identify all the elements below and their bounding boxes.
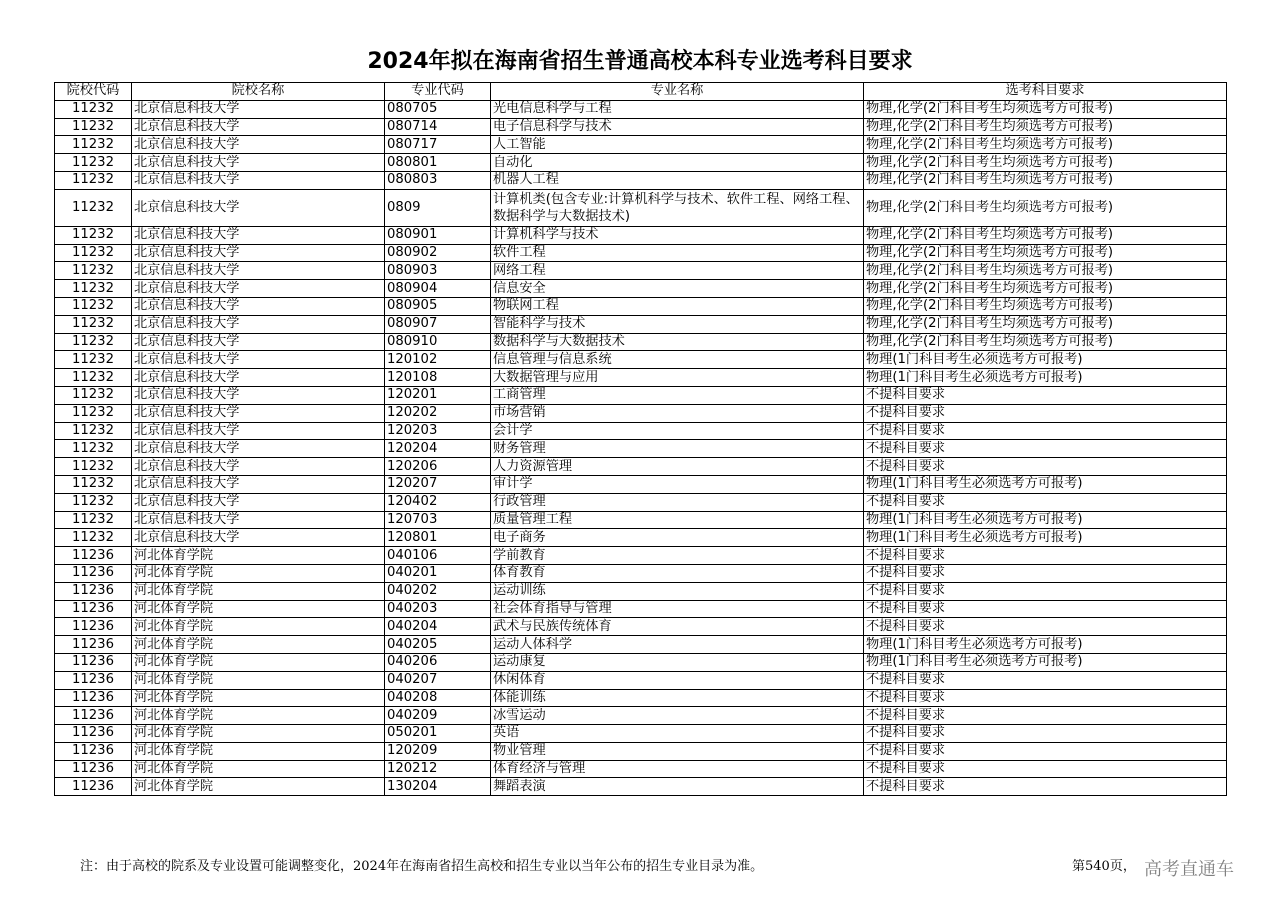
school-name-cell: 北京信息科技大学 — [132, 511, 385, 529]
major-name-cell: 自动化 — [491, 154, 864, 172]
school-code-cell: 11232 — [55, 171, 132, 189]
major-code-cell: 130204 — [385, 778, 491, 796]
major-code-cell: 120801 — [385, 529, 491, 547]
major-name-cell: 英语 — [491, 725, 864, 743]
subject-requirement-cell: 物理,化学(2门科目考生均须选考方可报考) — [864, 297, 1227, 315]
major-name-cell: 工商管理 — [491, 386, 864, 404]
school-name-cell: 河北体育学院 — [132, 671, 385, 689]
subject-requirement-cell: 不提科目要求 — [864, 422, 1227, 440]
school-code-cell: 11232 — [55, 226, 132, 244]
table-row — [55, 262, 1227, 280]
school-code-cell: 11236 — [55, 600, 132, 618]
subject-requirement-cell: 物理,化学(2门科目考生均须选考方可报考) — [864, 244, 1227, 262]
school-code-cell: 11236 — [55, 653, 132, 671]
subject-requirement-cell: 不提科目要求 — [864, 742, 1227, 760]
table-row — [55, 440, 1227, 458]
subject-requirement-cell: 不提科目要求 — [864, 689, 1227, 707]
major-name-cell: 学前教育 — [491, 547, 864, 565]
major-name-cell: 计算机科学与技术 — [491, 226, 864, 244]
major-name-cell: 审计学 — [491, 475, 864, 493]
major-code-cell: 080803 — [385, 171, 491, 189]
subject-requirement-cell: 不提科目要求 — [864, 547, 1227, 565]
major-code-cell: 080907 — [385, 315, 491, 333]
table-row — [55, 636, 1227, 654]
school-code-cell: 11236 — [55, 760, 132, 778]
requirements-table — [54, 82, 1227, 796]
school-name-cell: 北京信息科技大学 — [132, 280, 385, 298]
subject-requirement-cell: 物理,化学(2门科目考生均须选考方可报考) — [864, 226, 1227, 244]
school-code-cell: 11236 — [55, 707, 132, 725]
subject-requirement-cell: 不提科目要求 — [864, 778, 1227, 796]
subject-requirement-cell: 不提科目要求 — [864, 582, 1227, 600]
major-name-cell: 运动训练 — [491, 582, 864, 600]
major-code-cell: 080717 — [385, 136, 491, 154]
school-code-cell: 11232 — [55, 189, 132, 226]
subject-requirement-cell: 物理(1门科目考生必须选考方可报考) — [864, 351, 1227, 369]
school-code-cell: 11232 — [55, 422, 132, 440]
school-code-cell: 11232 — [55, 154, 132, 172]
subject-requirement-cell: 不提科目要求 — [864, 600, 1227, 618]
major-name-cell: 人工智能 — [491, 136, 864, 154]
major-code-cell: 080910 — [385, 333, 491, 351]
school-code-cell: 11236 — [55, 689, 132, 707]
school-code-cell: 11232 — [55, 475, 132, 493]
major-code-cell: 120204 — [385, 440, 491, 458]
major-name-cell: 休闲体育 — [491, 671, 864, 689]
major-code-cell: 080902 — [385, 244, 491, 262]
subject-requirement-cell: 物理,化学(2门科目考生均须选考方可报考) — [864, 154, 1227, 172]
major-code-cell: 080801 — [385, 154, 491, 172]
school-name-cell: 河北体育学院 — [132, 725, 385, 743]
table-row — [55, 742, 1227, 760]
school-name-cell: 河北体育学院 — [132, 778, 385, 796]
subject-requirement-cell: 物理,化学(2门科目考生均须选考方可报考) — [864, 171, 1227, 189]
major-code-cell: 120201 — [385, 386, 491, 404]
subject-requirement-cell: 物理(1门科目考生必须选考方可报考) — [864, 369, 1227, 387]
major-code-cell: 040208 — [385, 689, 491, 707]
page-number: 第540页， — [1072, 859, 1136, 874]
school-name-cell: 北京信息科技大学 — [132, 493, 385, 511]
subject-requirement-cell: 物理(1门科目考生必须选考方可报考) — [864, 636, 1227, 654]
table-row — [55, 600, 1227, 618]
subject-requirement-cell: 物理,化学(2门科目考生均须选考方可报考) — [864, 315, 1227, 333]
table-row — [55, 689, 1227, 707]
major-code-cell: 120212 — [385, 760, 491, 778]
column-header-subject-requirement: 选考科目要求 — [864, 83, 1227, 101]
subject-requirement-cell: 不提科目要求 — [864, 404, 1227, 422]
major-name-cell: 市场营销 — [491, 404, 864, 422]
major-name-cell: 光电信息科学与工程 — [491, 100, 864, 118]
column-header-major-code: 专业代码 — [385, 83, 491, 101]
school-name-cell: 北京信息科技大学 — [132, 333, 385, 351]
school-code-cell: 11232 — [55, 315, 132, 333]
major-name-cell: 运动康复 — [491, 653, 864, 671]
table-row — [55, 315, 1227, 333]
table-row — [55, 422, 1227, 440]
school-code-cell: 11236 — [55, 778, 132, 796]
major-code-cell: 040202 — [385, 582, 491, 600]
table-header-row — [55, 83, 1227, 101]
footer-note: 注：由于高校的院系及专业设置可能调整变化，2024年在海南省招生高校和招生专业以当年公布的招生专业目录为准。 — [80, 859, 764, 874]
major-name-cell: 体育教育 — [491, 564, 864, 582]
major-name-cell: 物联网工程 — [491, 297, 864, 315]
school-code-cell: 11232 — [55, 386, 132, 404]
school-code-cell: 11232 — [55, 262, 132, 280]
subject-requirement-cell: 不提科目要求 — [864, 458, 1227, 476]
school-code-cell: 11236 — [55, 618, 132, 636]
school-name-cell: 河北体育学院 — [132, 689, 385, 707]
school-name-cell: 北京信息科技大学 — [132, 262, 385, 280]
major-code-cell: 080705 — [385, 100, 491, 118]
major-name-cell: 武术与民族传统体育 — [491, 618, 864, 636]
major-name-cell: 大数据管理与应用 — [491, 369, 864, 387]
school-name-cell: 河北体育学院 — [132, 547, 385, 565]
table-row — [55, 725, 1227, 743]
table-row — [55, 154, 1227, 172]
school-name-cell: 河北体育学院 — [132, 564, 385, 582]
school-code-cell: 11232 — [55, 440, 132, 458]
major-name-cell: 运动人体科学 — [491, 636, 864, 654]
major-name-cell: 冰雪运动 — [491, 707, 864, 725]
school-name-cell: 北京信息科技大学 — [132, 475, 385, 493]
school-name-cell: 北京信息科技大学 — [132, 404, 385, 422]
school-code-cell: 11236 — [55, 671, 132, 689]
major-name-cell: 社会体育指导与管理 — [491, 600, 864, 618]
major-code-cell: 120108 — [385, 369, 491, 387]
school-code-cell: 11232 — [55, 136, 132, 154]
subject-requirement-cell: 不提科目要求 — [864, 440, 1227, 458]
subject-requirement-cell: 物理,化学(2门科目考生均须选考方可报考) — [864, 262, 1227, 280]
major-name-cell: 电子信息科学与技术 — [491, 118, 864, 136]
table-row — [55, 369, 1227, 387]
school-name-cell: 北京信息科技大学 — [132, 118, 385, 136]
school-name-cell: 北京信息科技大学 — [132, 386, 385, 404]
school-code-cell: 11236 — [55, 742, 132, 760]
major-name-cell: 舞蹈表演 — [491, 778, 864, 796]
school-code-cell: 11232 — [55, 458, 132, 476]
table-row — [55, 189, 1227, 226]
school-code-cell: 11236 — [55, 582, 132, 600]
major-name-cell: 信息管理与信息系统 — [491, 351, 864, 369]
school-name-cell: 北京信息科技大学 — [132, 315, 385, 333]
table-body — [55, 100, 1227, 795]
school-name-cell: 北京信息科技大学 — [132, 189, 385, 226]
major-code-cell: 040209 — [385, 707, 491, 725]
table-row — [55, 404, 1227, 422]
column-header-school-name: 院校名称 — [132, 83, 385, 101]
table-row — [55, 760, 1227, 778]
school-code-cell: 11232 — [55, 511, 132, 529]
major-code-cell: 050201 — [385, 725, 491, 743]
major-name-cell: 网络工程 — [491, 262, 864, 280]
major-name-cell: 计算机类(包含专业:计算机科学与技术、软件工程、网络工程、数据科学与大数据技术) — [491, 189, 864, 226]
table-row — [55, 653, 1227, 671]
table-row — [55, 297, 1227, 315]
subject-requirement-cell: 不提科目要求 — [864, 760, 1227, 778]
school-code-cell: 11232 — [55, 297, 132, 315]
school-code-cell: 11232 — [55, 118, 132, 136]
major-name-cell: 机器人工程 — [491, 171, 864, 189]
school-name-cell: 北京信息科技大学 — [132, 226, 385, 244]
table-row — [55, 386, 1227, 404]
subject-requirement-cell: 物理,化学(2门科目考生均须选考方可报考) — [864, 189, 1227, 226]
major-name-cell: 行政管理 — [491, 493, 864, 511]
school-code-cell: 11232 — [55, 493, 132, 511]
table-row — [55, 618, 1227, 636]
table-row — [55, 280, 1227, 298]
table-row — [55, 671, 1227, 689]
table-row — [55, 582, 1227, 600]
page-title: 2024年拟在海南省招生普通高校本科专业选考科目要求 — [367, 49, 913, 74]
school-code-cell: 11236 — [55, 725, 132, 743]
subject-requirement-cell: 物理,化学(2门科目考生均须选考方可报考) — [864, 136, 1227, 154]
major-code-cell: 120102 — [385, 351, 491, 369]
major-code-cell: 120203 — [385, 422, 491, 440]
major-code-cell: 040206 — [385, 653, 491, 671]
subject-requirement-cell: 不提科目要求 — [864, 707, 1227, 725]
school-code-cell: 11232 — [55, 404, 132, 422]
school-code-cell: 11236 — [55, 564, 132, 582]
school-name-cell: 河北体育学院 — [132, 707, 385, 725]
major-code-cell: 120202 — [385, 404, 491, 422]
subject-requirement-cell: 物理(1门科目考生必须选考方可报考) — [864, 529, 1227, 547]
table-row — [55, 458, 1227, 476]
major-name-cell: 智能科学与技术 — [491, 315, 864, 333]
school-code-cell: 11232 — [55, 351, 132, 369]
major-code-cell: 040204 — [385, 618, 491, 636]
school-name-cell: 北京信息科技大学 — [132, 422, 385, 440]
school-name-cell: 河北体育学院 — [132, 582, 385, 600]
major-name-cell: 人力资源管理 — [491, 458, 864, 476]
major-code-cell: 080903 — [385, 262, 491, 280]
major-code-cell: 040106 — [385, 547, 491, 565]
school-code-cell: 11232 — [55, 333, 132, 351]
subject-requirement-cell: 物理,化学(2门科目考生均须选考方可报考) — [864, 118, 1227, 136]
school-name-cell: 河北体育学院 — [132, 600, 385, 618]
table-row — [55, 226, 1227, 244]
school-name-cell: 北京信息科技大学 — [132, 351, 385, 369]
table-row — [55, 100, 1227, 118]
table-row — [55, 707, 1227, 725]
subject-requirement-cell: 不提科目要求 — [864, 493, 1227, 511]
major-name-cell: 软件工程 — [491, 244, 864, 262]
table-row — [55, 136, 1227, 154]
school-name-cell: 北京信息科技大学 — [132, 100, 385, 118]
major-code-cell: 040205 — [385, 636, 491, 654]
major-code-cell: 120206 — [385, 458, 491, 476]
school-code-cell: 11232 — [55, 529, 132, 547]
subject-requirement-cell: 物理,化学(2门科目考生均须选考方可报考) — [864, 100, 1227, 118]
table-row — [55, 171, 1227, 189]
table-row — [55, 547, 1227, 565]
school-name-cell: 河北体育学院 — [132, 618, 385, 636]
table-row — [55, 529, 1227, 547]
major-code-cell: 040207 — [385, 671, 491, 689]
school-name-cell: 北京信息科技大学 — [132, 244, 385, 262]
table-row — [55, 475, 1227, 493]
table-row — [55, 778, 1227, 796]
major-code-cell: 080905 — [385, 297, 491, 315]
subject-requirement-cell: 物理(1门科目考生必须选考方可报考) — [864, 511, 1227, 529]
school-name-cell: 北京信息科技大学 — [132, 136, 385, 154]
school-code-cell: 11232 — [55, 369, 132, 387]
major-code-cell: 120402 — [385, 493, 491, 511]
school-name-cell: 河北体育学院 — [132, 636, 385, 654]
school-name-cell: 河北体育学院 — [132, 653, 385, 671]
table-row — [55, 118, 1227, 136]
subject-requirement-cell: 不提科目要求 — [864, 725, 1227, 743]
school-name-cell: 北京信息科技大学 — [132, 297, 385, 315]
column-header-major-name: 专业名称 — [491, 83, 864, 101]
table-row — [55, 493, 1227, 511]
subject-requirement-cell: 不提科目要求 — [864, 564, 1227, 582]
table-row — [55, 351, 1227, 369]
school-code-cell: 11232 — [55, 280, 132, 298]
subject-requirement-cell: 物理,化学(2门科目考生均须选考方可报考) — [864, 280, 1227, 298]
major-name-cell: 数据科学与大数据技术 — [491, 333, 864, 351]
major-name-cell: 信息安全 — [491, 280, 864, 298]
school-name-cell: 北京信息科技大学 — [132, 529, 385, 547]
school-name-cell: 北京信息科技大学 — [132, 154, 385, 172]
table-row — [55, 511, 1227, 529]
major-name-cell: 会计学 — [491, 422, 864, 440]
school-code-cell: 11232 — [55, 244, 132, 262]
major-code-cell: 120207 — [385, 475, 491, 493]
major-code-cell: 040203 — [385, 600, 491, 618]
major-code-cell: 040201 — [385, 564, 491, 582]
school-name-cell: 北京信息科技大学 — [132, 369, 385, 387]
major-name-cell: 物业管理 — [491, 742, 864, 760]
major-name-cell: 体育经济与管理 — [491, 760, 864, 778]
subject-requirement-cell: 不提科目要求 — [864, 671, 1227, 689]
column-header-school-code: 院校代码 — [55, 83, 132, 101]
major-code-cell: 080904 — [385, 280, 491, 298]
subject-requirement-cell: 物理(1门科目考生必须选考方可报考) — [864, 653, 1227, 671]
school-code-cell: 11232 — [55, 100, 132, 118]
major-code-cell: 080714 — [385, 118, 491, 136]
school-name-cell: 河北体育学院 — [132, 760, 385, 778]
table-row — [55, 244, 1227, 262]
major-name-cell: 体能训练 — [491, 689, 864, 707]
table-row — [55, 333, 1227, 351]
school-name-cell: 北京信息科技大学 — [132, 458, 385, 476]
major-code-cell: 120209 — [385, 742, 491, 760]
school-name-cell: 河北体育学院 — [132, 742, 385, 760]
major-code-cell: 080901 — [385, 226, 491, 244]
subject-requirement-cell: 物理,化学(2门科目考生均须选考方可报考) — [864, 333, 1227, 351]
subject-requirement-cell: 物理(1门科目考生必须选考方可报考) — [864, 475, 1227, 493]
watermark: 高考直通车 — [1144, 859, 1234, 880]
school-code-cell: 11236 — [55, 636, 132, 654]
major-code-cell: 120703 — [385, 511, 491, 529]
school-name-cell: 北京信息科技大学 — [132, 171, 385, 189]
table-row — [55, 564, 1227, 582]
major-name-cell: 电子商务 — [491, 529, 864, 547]
school-code-cell: 11236 — [55, 547, 132, 565]
school-name-cell: 北京信息科技大学 — [132, 440, 385, 458]
subject-requirement-cell: 不提科目要求 — [864, 618, 1227, 636]
major-name-cell: 质量管理工程 — [491, 511, 864, 529]
major-name-cell: 财务管理 — [491, 440, 864, 458]
subject-requirement-cell: 不提科目要求 — [864, 386, 1227, 404]
major-code-cell: 0809 — [385, 189, 491, 226]
